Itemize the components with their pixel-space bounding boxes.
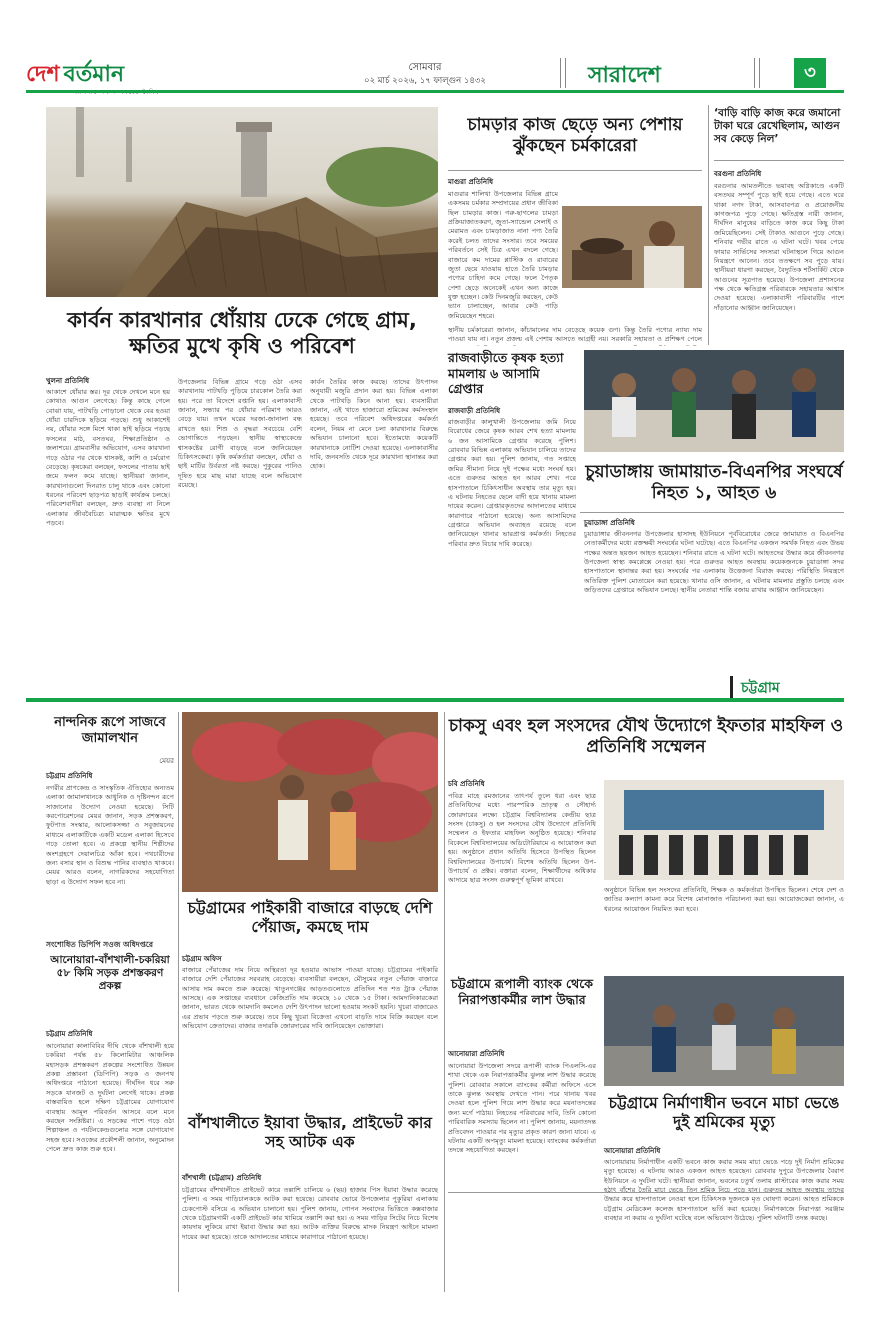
col-divider-3 [444,712,445,1292]
baritaka-rule [714,160,844,161]
col-divider [708,105,709,345]
onion-illustration [182,712,438,892]
col-divider-2 [178,712,179,1292]
cobbler-photo [562,206,702,288]
section-band [26,698,844,702]
iftar-event-photo [604,780,844,880]
anowara-text: আনোয়ারা কালাবিবির দীঘি থেকে বাঁশখালী হয়ে চকরিয়া পর্যন্ত ৫৮ কিলোমিটার আঞ্চলিক মহাসড়ক প্রশস্তকরণ প্রকল্পের সংশোধিত উন্নয়ন প্রকল্প প্রস্তাবনা (ডিপিপি) সড়ক ও জনপথ অধিদপ্তরে পাঠানো হয়েছে। দীর্ঘদিন ধরে সরু সড়কে যানজট ও দুর্ঘটনা লেগেই থাকে। প্রকল্প বাস্তবায়িত হলে দক্ষিণ চট্টগ্রামের যোগাযোগ ব্যবস্থায় আমূল পরিবর্তন আসবে বলে মনে করছেন সংশ্লিষ্টরা। এ সড়কের পাশে গড়ে ওঠা শিল্পাঞ্চল ও পর্যটনকেন্দ্রগুলোর সঙ্গে যোগাযোগ সহজ হবে। সওজের প্রকৌশলী জানান, অনুমোদন পেলে দ্রুত কাজ শুরু হবে। [46,1042,174,1153]
logo-part1: দেশ [26,62,60,87]
anowara-headline: আনোয়ারা-বাঁশখালী-চকরিয়া ৫৮ কিমি সড়ক প্রশস্তকরণ প্রকল্প [50,954,170,993]
cobbler-illustration [562,206,702,288]
scaffold-headline: চট্টগ্রামে নির্মাণাধীন ভবনে মাচা ভেঙে দুই শ্রমিকের মৃত্যু [608,1094,840,1132]
section-label-text: চট্টগ্রাম [741,680,780,696]
chattogram-section-label [730,676,780,700]
scaffold-illustration [604,976,844,1086]
onion-headline: চট্টগ্রামের পাইকারী বাজারে বাড়ছে দেশি পেঁয়াজ, কমছে দাম [187,899,433,937]
carbon-byline: খুলনা প্রতিনিধি [46,377,90,385]
carbon-text-col2: উপজেলার বিভিন্ন গ্রামে গড়ে ওঠা এসব কারখানায় পাটখড়ি পুড়িয়ে চারকোল তৈরি করা হয়। পরে তা বিদেশে রপ্তানি হয়। এলাকাবাসী জানান, সন্ধ্যার পর ধোঁয়ার পরিমাণ আরও বেড়ে যায়। তখন ঘরের দরজা-জানালা বন্ধ রাখতে হয়। শিশু ও বৃদ্ধরা সবচেয়ে বেশি ভোগান্তিতে পড়ছেন। স্থানীয় স্বাস্থ্যকেন্দ্রে শ্বাসকষ্টের রোগী বাড়ছে বলে জানিয়েছেন চিকিৎসকেরা। কৃষি কর্মকর্তারা বলছেন, ধোঁয়া ও ছাই মাটির উর্বরতা নষ্ট করছে। পুকুরের পানিও দূষিত হয়ে মাছ মারা যাচ্ছে বলে অভিযোগ রয়েছে। [178,378,302,489]
scaffold-photo [604,976,844,1086]
onion-market-photo [182,712,438,892]
jamalkhan-byline: চট্টগ্রাম প্রতিনিধি [46,772,93,780]
rajbari-illustration [584,350,844,452]
rajbari-text: রাজবাড়ীর কালুখালী উপজেলায় জমি নিয়ে বিরোধের জেরে কৃষক আরব শেখ হত্যা মামলায় ৬ জন আসামিকে গ্রেপ্তার করেছে পুলিশ। রোববার বিভিন্ন এলাকায় অভিযান চালিয়ে তাদের গ্রেপ্তার করা হয়। পুলিশ জানায়, গত সপ্তাহে জমির সীমানা নিয়ে দুই পক্ষের মধ্যে সংঘর্ষ হয়। এতে গুরুতর আহত হন আরব শেখ। পরে হাসপাতালে চিকিৎসাধীন অবস্থায় তার মৃত্যু হয়। এ ঘটনায় নিহতের ছেলে বাদী হয়ে থানায় মামলা দায়ের করেন। গ্রেপ্তারকৃতদের আদালতের মাধ্যমে কারাগারে পাঠানো হয়েছে। অন্য আসামিদের গ্রেপ্তারে অভিযান অব্যাহত রয়েছে বলে জানিয়েছেন থানার ভারপ্রাপ্ত কর্মকর্তা। নিহতের পরিবার দ্রুত বিচার দাবি করেছে। [448,418,576,548]
chuadanga-byline: চুয়াডাঙ্গা প্রতিনিধি [584,519,635,527]
bank-text: আনোয়ারা উপজেলা সদরে রূপালী ব্যাংক পিএলসি-এর শাখা থেকে এক নিরাপত্তাকর্মীর ঝুলন্ত লাশ উদ্ধার করেছে পুলিশ। রোববার সকালে ব্যাংকের কর্মীরা অফিসে এসে তাকে ঝুলন্ত অবস্থায় দেখতে পান। পরে থানায় খবর দেওয়া হলে পুলিশ গিয়ে লাশ উদ্ধার করে ময়নাতদন্তের জন্য মর্গে পাঠায়। নিহতের পরিবারের দাবি, তিনি কোনো পারিবারিক সমস্যায় ছিলেন না। পুলিশ জানায়, ময়নাতদন্ত প্রতিবেদন পাওয়ার পর মৃত্যুর প্রকৃত কারণ জানা যাবে। এ ঘটনায় একটি অপমৃত্যু মামলা হয়েছে। ব্যাংকের কর্মকর্তারা তদন্তে সহযোগিতা করছেন। [448,1062,596,1155]
masthead-rule [26,90,844,93]
page-number-box [794,58,826,88]
bank-byline: আনোয়ারা প্রতিনিধি [448,1050,505,1058]
carbon-text-col1: আকাশে ধোঁয়ার স্তর। দূর থেকে দেখলে মনে হয় কোথাও আগুন লেগেছে। কিন্তু কাছে গেলে বোঝা যায়, পাটখড়ি পোড়ানো থেকে বের হওয়া ধোঁয়া চারদিকে ছড়িয়ে পড়ছে। শুধু আকাশেই নয়, ধোঁয়ার সঙ্গে মিশে থাকা ছাই ছড়িয়ে পড়ছে ফসলের মাঠ, বসতঘর, শিক্ষাপ্রতিষ্ঠান ও জলাশয়ে। গ্রামবাসীর অভিযোগ, এসব কারখানা গড়ে ওঠার পর থেকে শ্বাসকষ্ট, কাশি ও চর্মরোগ বেড়েছে। কৃষকেরা বলছেন, ফসলের পাতায় ছাই জমে ফলন কমে যাচ্ছে। স্থানীয়রা জানান, কারখানাগুলো দিনরাত চালু থাকে এবং কোনো ধরনের পরিবেশ ছাড়পত্র ছাড়াই কার্যক্রম চলছে। পরিবেশবাদীরা বলছেন, দ্রুত ব্যবস্থা না নিলে এলাকার জীববৈচিত্র্য মারাত্মক ক্ষতির মুখে পড়বে। [46,388,170,528]
logo-part2: বর্তমান [63,62,124,87]
iftar-text: পবিত্র মাহে রমজানের তাৎপর্য তুলে ধরা এবং ছাত্র প্রতিনিধিদের মধ্যে পারস্পরিক ভ্রাতৃত্ব ও সৌহার্দ্য জোরদারের লক্ষ্যে চট্টগ্রাম বিশ্ববিদ্যালয় কেন্দ্রীয় ছাত্র সংসদ (চাকসু) ও হল সংসদের যৌথ উদ্যোগে প্রতিনিধি সম্মেলন ও ইফতার মাহফিল অনুষ্ঠিত হয়েছে। শনিবার বিকেলে বিশ্ববিদ্যালয়ের অডিটোরিয়ামে এ আয়োজন করা হয়। অনুষ্ঠানে প্রধান অতিথি হিসেবে উপস্থিত ছিলেন বিশ্ববিদ্যালয়ের উপাচার্য। বিশেষ অতিথি ছিলেন উপ-উপাচার্য ও প্রক্টর। বক্তারা বলেন, শিক্ষার্থীদের অধিকার আদায়ে ছাত্র সংসদ গুরুত্বপূর্ণ ভূমিকা রাখবে। [448,792,596,885]
yaba-byline: বাঁশখালী (চট্টগ্রাম) প্রতিনিধি [182,1174,262,1182]
header-divider [560,58,566,88]
issue-day: সোমবার [408,62,442,73]
logo [26,62,124,88]
scaffold-text: আনোয়ারায় নির্মাণাধীন একটি ভবনে কাজ করার সময় মাচা ভেঙে পড়ে দুই নির্মাণ শ্রমিকের মৃত্যু হয়েছে। এ ঘটনায় আরও একজন আহত হয়েছেন। রোববার দুপুরে উপজেলার বৈরাগ ইউনিয়নে এ দুর্ঘটনা ঘটে। স্থানীয়রা জানান, ভবনের চতুর্থ তলায় প্লাস্টারের কাজ করার সময় হঠাৎ বাঁশের তৈরি মাচা ভেঙে তিন শ্রমিক নিচে পড়ে যান। গুরুতর আহত অবস্থায় তাদের উদ্ধার করে হাসপাতালে নেওয়া হলে চিকিৎসক দুজনকে মৃত ঘোষণা করেন। আহত শ্রমিককে চট্টগ্রাম মেডিকেল কলেজ হাসপাতালে ভর্তি করা হয়েছে। নির্মাণকাজে নিরাপত্তা সরঞ্জাম ব্যবহার না করায় এ দুর্ঘটনা ঘটেছে বলে অভিযোগ উঠেছে। পুলিশ ঘটনাটি তদন্ত করছে। [604,1158,844,1223]
jamalkhan-headline: নান্দনিক রূপে সাজবে জামালখান [54,715,166,747]
factory-illustration [46,107,438,297]
carbon-text-col3: কার্বন তৈরির কাজ করছে। তাদের উৎপাদন অনুযায়ী মজুরি প্রদান করা হয়। বিভিন্ন এলাকা থেকে পাটখড়ি কিনে আনা হয়। ব্যবসায়ীরা জানান, এই খাতে হাজারো শ্রমিকের কর্মসংস্থান হয়েছে। তবে পরিবেশ অধিদপ্তরের কর্মকর্তা বলেন, নিয়ম না মেনে চলা কারখানার বিরুদ্ধে অভিযান চালানো হবে। ইতোমধ্যে কয়েকটি কারখানাকে নোটিশ দেওয়া হয়েছে। এলাকাবাসীর দাবি, জনবসতি থেকে দূরে কারখানা স্থানান্তর করা হোক। [310,378,438,471]
chuadanga-rule [580,512,844,513]
yaba-text: চট্টগ্রামের বাঁশখালীতে প্রাইভেট কারে তল্লাশি চালিয়ে ৬ (ছয়) হাজার পিস ইয়াবা উদ্ধার করেছে পুলিশ। এ সময় গাড়িচালককে আটক করা হয়েছে। রোববার ভোরে উপজেলার পুকুরিয়া এলাকায় চেকপোস্ট বসিয়ে এ অভিযান চালানো হয়। পুলিশ জানায়, গোপন সংবাদের ভিত্তিতে কক্সবাজার থেকে চট্টগ্রামগামী একটি প্রাইভেট কার থামিয়ে তল্লাশি করা হয়। এ সময় গাড়ির সিটের নিচে বিশেষ কায়দায় লুকিয়ে রাখা ইয়াবা উদ্ধার করা হয়। আটক ব্যক্তির বিরুদ্ধে মাদক নিয়ন্ত্রণ আইনে মামলা দায়ের করা হয়েছে। তাকে আদালতের মাধ্যমে কারাগারে পাঠানো হয়েছে। [182,1186,438,1241]
jamalkhan-text: নগরীর প্রাণকেন্দ্র ও সাংস্কৃতিক ঐতিহ্যের অন্যতম এলাকা জামালখানকে আধুনিক ও দৃষ্টিনন্দন রূপে সাজানোর উদ্যোগ নেওয়া হয়েছে। সিটি করপোরেশনের মেয়র জানান, সড়ক প্রশস্তকরণ, ফুটপাত সংস্কার, আলোকসজ্জা ও সবুজায়নের মাধ্যমে এলাকাটিকে একটি মডেল এলাকা হিসেবে গড়ে তোলা হবে। এ প্রকল্পে স্থানীয় শিল্পীদের অংশগ্রহণে দেয়ালচিত্র আঁকা হবে। পথচারীদের জন্য বসার স্থান ও বিশুদ্ধ পানির ব্যবস্থাও থাকবে। মেয়র আরও বলেন, নাগরিকদের সহযোগিতা ছাড়া এ উদ্যোগ সফল হবে না। [46,784,174,886]
iftar-byline: চবি প্রতিনিধি [448,780,485,788]
carbon-factory-photo [46,107,438,297]
yaba-headline: বাঁশখালীতে ইয়াবা উদ্ধার, প্রাইভেট কার সহ আটক এক [188,1114,432,1152]
rajbari-byline: রাজবাড়ী প্রতিনিধি [448,407,501,415]
iftar-illustration [604,780,844,880]
bank-headline: চট্টগ্রামে রূপালী ব্যাংক থেকে নিরাপত্তাকর্মীর লাশ উদ্ধার [450,976,593,1007]
anowara-kicker: সংশোধিত ডিপিপি সওজ অধিদপ্তরে [46,940,154,949]
page-number: ৩ [804,62,816,83]
leather-headline: চামড়ার কাজ ছেড়ে অন্য পেশায় ঝুঁকছেন চর্মকারেরা [467,115,683,157]
leather-rule [448,170,702,171]
baritaka-text: বরগুনার আমতলীতে ভয়াবহ অগ্নিকাণ্ডে একটি বসতঘর সম্পূর্ণ পুড়ে ছাই হয়ে গেছে। এতে ঘরে থাকা নগদ টাকা, আসবাবপত্র ও প্রয়োজনীয় কাগজপত্র পুড়ে গেছে। ক্ষতিগ্রস্ত নারী জানান, দীর্ঘদিন মানুষের বাড়িতে কাজ করে কিছু টাকা জমিয়েছিলেন। সেই টাকাও আগুনে পুড়ে গেছে। শনিবার গভীর রাতে এ ঘটনা ঘটে। খবর পেয়ে ফায়ার সার্ভিসের সদস্যরা ঘটনাস্থলে গিয়ে আগুন নিয়ন্ত্রণে আনেন। তবে ততক্ষণে সব পুড়ে যায়। স্থানীয়রা ধারণা করছেন, বৈদ্যুতিক শর্টসার্কিট থেকে আগুনের সূত্রপাত হয়েছে। উপজেলা প্রশাসনের পক্ষ থেকে ক্ষতিগ্রস্ত পরিবারকে সহায়তার আশ্বাস দেওয়া হয়েছে। এলাকাবাসী পরিবারটির পাশে দাঁড়ানোর আহ্বান জানিয়েছেন। [714,182,844,312]
masthead [0,0,870,88]
rajbari-arrest-photo [584,350,844,452]
baritaka-headline: ‘বাড়ি বাড়ি কাজ করে জমানো টাকা ঘরে রেখেছিলাম, আগুন সব কেড়ে নিল’ [714,107,841,146]
leather-byline: মাগুরা প্রতিনিধি [448,178,494,186]
chuadanga-text: চুয়াডাঙ্গার জীবননগর উপজেলার হাসাদহ ইউনিয়নে পূর্ববিরোধের জেরে জামায়াত ও বিএনপির নেতাকর্মীদের মধ্যে রক্তক্ষয়ী সংঘর্ষের ঘটনা ঘটেছে। এতে বিএনপির একজন সমর্থক নিহত এবং উভয় পক্ষের অন্তত ছয়জন আহত হয়েছেন। শনিবার রাতে এ ঘটনা ঘটে। আহতদের উদ্ধার করে জীবননগর উপজেলা স্বাস্থ্য কমপ্লেক্সে নেওয়া হয়। পরে গুরুতর আহত অবস্থায় কয়েকজনকে চুয়াডাঙ্গা সদর হাসপাতালে স্থানান্তর করা হয়। সংঘর্ষের পর এলাকায় উত্তেজনা বিরাজ করছে। পরিস্থিতি নিয়ন্ত্রণে অতিরিক্ত পুলিশ মোতায়েন করা হয়েছে। থানার ওসি জানান, এ ঘটনায় মামলার প্রস্তুতি চলছে এবং জড়িতদের গ্রেপ্তারে অভিযান চলছে। স্থানীয় নেতারা শান্তি বজায় রাখার আহ্বান জানিয়েছেন। [584,530,844,595]
rajbari-headline: রাজবাড়ীতে কৃষক হত্যা মামলায় ৬ আসামি গ্রেপ্তার [448,350,564,397]
chuadanga-headline: চুয়াডাঙ্গায় জামায়াত-বিএনপির সংঘর্ষে নিহত ১, আহত ৬ [585,462,843,504]
iftar-text-2: অনুষ্ঠানে বিভিন্ন হল সংসদের প্রতিনিধি, শিক্ষক ও কর্মকর্তারা উপস্থিত ছিলেন। শেষে দেশ ও জাতির কল্যাণ কামনা করে বিশেষ মোনাজাত পরিচালনা করা হয়। আয়োজকেরা জানান, এ ধরনের আয়োজন নিয়মিত করা হবে। [604,886,844,913]
anowara-byline: চট্টগ্রাম প্রতিনিধি [46,1030,93,1038]
leather-text: মাগুরার শালিখা উপজেলার বিভিন্ন গ্রামে একসময় চর্মকার সম্প্রদায়ের প্রধান জীবিকা ছিল চামড়ার কাজ। গরু-ছাগলের চামড়া প্রক্রিয়াজাতকরণ, জুতা-স্যান্ডেল সেলাই ও মেরামত এবং চামড়াজাত নানা পণ্য তৈরি করেই চলত তাদের সংসার। তবে সময়ের পরিবর্তনে সেই চিত্র এখন বদলে গেছে। বাজারে কম দামের প্লাস্টিক ও রাবারের জুতা ছেয়ে যাওয়ায় হাতে তৈরি চামড়ার পণ্যের চাহিদা কমে গেছে। ফলে পৈতৃক পেশা ছেড়ে অনেকেই এখন অন্য কাজে যুক্ত হচ্ছেন। কেউ দিনমজুরি করছেন, কেউ ভ্যান চালাচ্ছেন, আবার কেউ পাড়ি জমিয়েছেন শহরে। [448,190,558,320]
issue-date: ০২ মার্চ ২০২৬, ১৭ ফাল্গুন ১৪৩২ [364,76,486,86]
onion-byline: চট্টগ্রাম অফিস [182,955,222,963]
jamalkhan-subhead: মেয়র [159,757,174,765]
leather-text-2: স্থানীয় চর্মকারেরা জানান, কাঁচামালের দাম বেড়েছে কয়েক গুণ। কিন্তু তৈরি পণ্যের ন্যায্য দাম পাওয়া যায় না। নতুন প্রজন্ম এই পেশায় আসতে আগ্রহী নয়। সরকারি সহায়তা ও প্রশিক্ষণ পেলে [448,326,702,344]
baritaka-byline: বরগুনা প্রতিনিধি [714,170,762,178]
iftar-headline: চাকসু এবং হল সংসদের যৌথ উদ্যোগে ইফতার মাহফিল ও প্রতিনিধি সম্মেলন [448,716,844,758]
carbon-headline: কার্বন কারখানার ধোঁয়ায় ঢেকে গেছে গ্রাম, ক্ষতির মুখে কৃষি ও পরিবেশ [67,308,417,359]
section-title: সারাদেশ [588,63,661,88]
onion-text: বাজারে পেঁয়াজের দাম নিয়ে অস্থিরতা দূর হওয়ার আভাস পাওয়া যাচ্ছে। চট্টগ্রামের পাইকারি বাজারে দেশি পেঁয়াজের সরবরাহ বেড়েছে। ব্যবসায়ীরা বলছেন, মৌসুমের নতুন পেঁয়াজ বাজারে আসায় দাম কমতে শুরু করেছে। খাতুনগঞ্জের আড়তগুলোতে প্রতিদিন শত শত ট্রাক পেঁয়াজ আসছে। এক সপ্তাহের ব্যবধানে কেজিপ্রতি দাম কমেছে ১০ থেকে ১৫ টাকা। আমদানিকারকেরা জানান, ভারত থেকে আমদানি কমলেও দেশি উৎপাদন ভালো হওয়ায় সংকট হয়নি। খুচরা বাজারেও এর প্রভাব পড়তে শুরু করেছে। তবে কিছু খুচরা বিক্রেতা এখনো বাড়তি দামে বিক্রি করছেন বলে অভিযোগ ক্রেতাদের। বাজার তদারকি জোরদারের দাবি জানিয়েছেন ভোক্তারা। [182,966,438,1031]
scaffold-byline: আনোয়ারা প্রতিনিধি [604,1147,661,1155]
header-divider-2 [754,58,760,88]
